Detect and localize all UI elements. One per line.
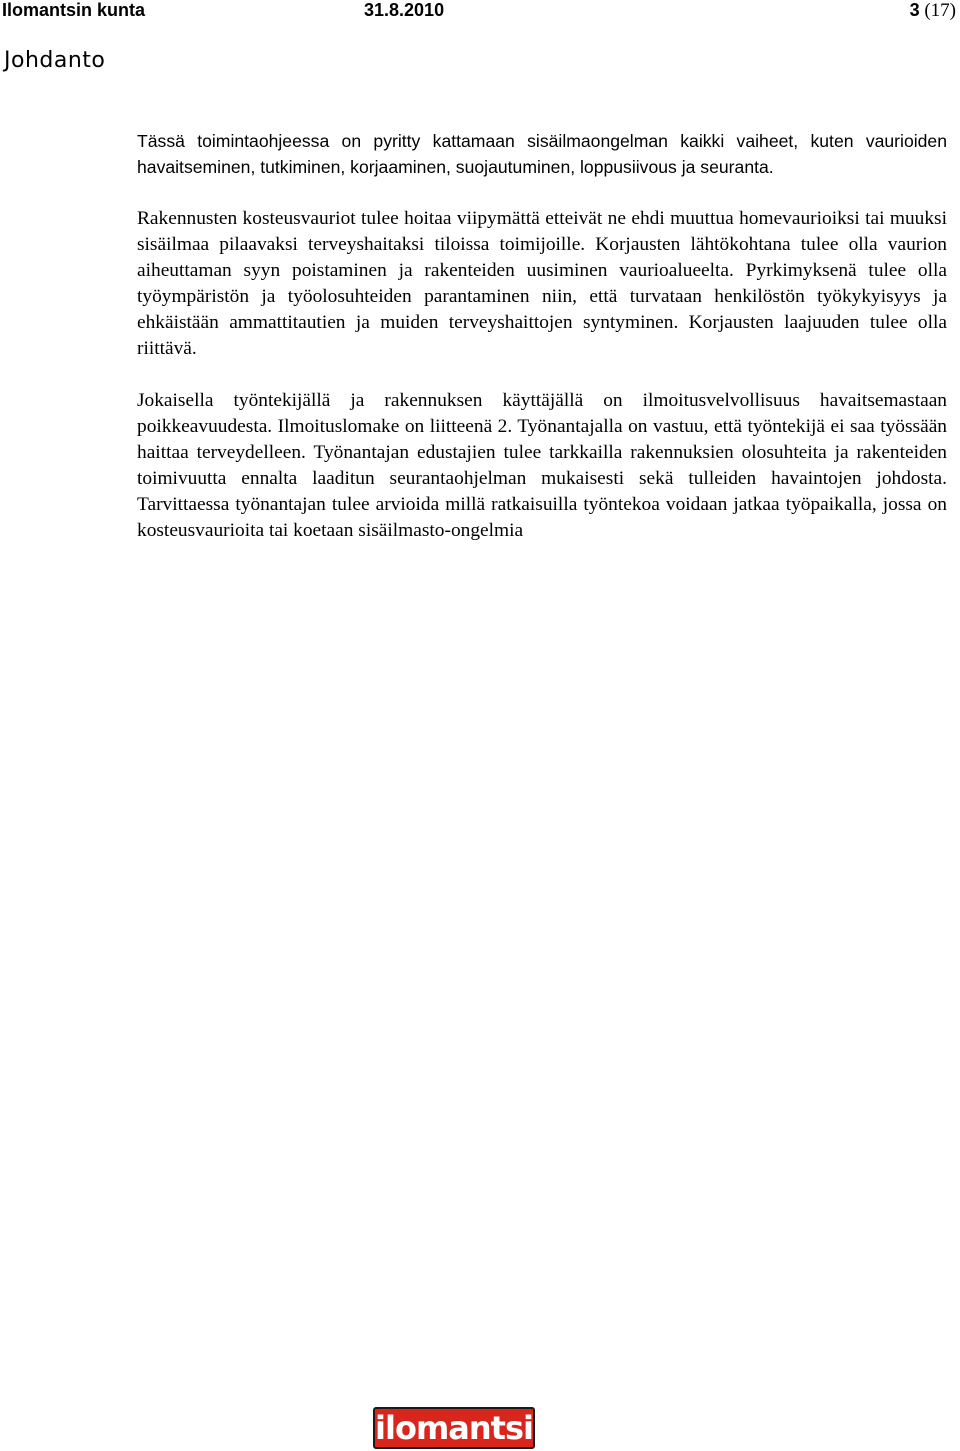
header-organization: Ilomantsin kunta [2,0,146,20]
header-page-number [910,0,956,21]
page-header [0,0,960,22]
section-title: Johdanto [4,48,106,73]
header-date: 31.8.2010 [364,0,445,20]
ilomantsi-logo [373,1407,535,1449]
paragraph-reporting-duty: Jokaisella työntekijällä ja rakennuksen käyttäjällä on ilmoitusvelvollisuus havaitsemastaan poikkeavuudesta. Ilmoituslomake on liitteenä 2. Työnantajalla on vastuu, että työntekijä ei saa työssään haittaa terveydelleen. Työnantajan edustajien tulee tarkkailla rakennuksien olosuhteita ja rakenteiden toimivuutta ennalta laaditun seurantaohjelman mukaisesti sekä tulleiden havaintojen johdosta. Tarvittaessa työnantajan tulee arvioida millä ratkaisuilla työntekoa voidaan jatkaa työpaikalla, jossa on kosteusvaurioita tai koetaan sisäilmasto-ongelmia [137,390,947,541]
page-number: 3 [909,0,920,20]
paragraph-intro: Tässä toimintaohjeessa on pyritty kattamaan sisäilmaongelman kaikki vaiheet, kuten vaurioiden havaitseminen, tutkiminen, korjaaminen, suojautuminen, loppusiivous ja seuranta. [137,131,947,177]
page-total: (17) [924,0,956,21]
document-body [137,128,947,570]
paragraph-moisture-damage: Rakennusten kosteusvauriot tulee hoitaa viipymättä etteivät ne ehdi muuttua homevaurioiksi tai muuksi sisäilmaa pilaavaksi terveyshaitaksi tiloissa toimijoille. Korjausten lähtökohtana tulee olla vaurion aiheuttaman syyn poistaminen ja rakenteiden uusiminen vaurioalueelta. Pyrkimyksenä tulee olla työympäristön ja työolosuhteiden parantaminen niin, että turvataan henkilöstön työkykyisyys ja ehkäistään ammattitautien ja muiden terveyshaittojen syntyminen. Korjausten laajuuden tulee olla riittävä. [137,208,947,359]
logo-text: ilomantsi [375,1409,533,1447]
